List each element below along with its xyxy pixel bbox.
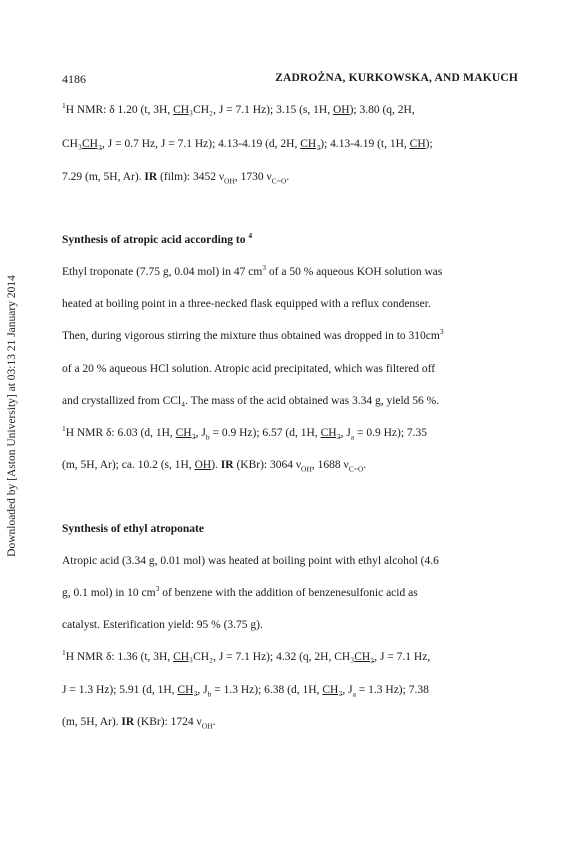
text-line: Ethyl troponate (7.75 g, 0.04 mol) in 47 $cm^3$ of a 50 % aqueous KOH solution was (62, 263, 443, 278)
text-line: J = 1.3 Hz); 5.91 (d, 1H, CH₂, $J_b = 1.3$ Hz); 6.38 (d, 1H, CH₂, $J_a = 1.3$ Hz); 7.38 (62, 684, 429, 699)
text-line: heated at boiling point in a three-necked flask equipped with a reflux condenser. (62, 298, 431, 310)
text-line: 7.29 (m, 5H, Ar). IR (film): 3452 $\nu_{OH}$, 1730 $\nu_{C=O}$. (62, 171, 290, 186)
text-line: (m, 5H, Ar). IR (KBr): 1724 $\nu_{OH}$. (62, 716, 216, 731)
text-line: and crystallized from CCl₄. The mass of the acid obtained was 3.34 g, yield 56 %. (62, 395, 440, 407)
section-heading: Synthesis of atropic acid according to $^4$ (62, 231, 253, 246)
text-line: (m, 5H, Ar); ca. 10.2 (s, 1H, OH). IR (KBr): 3064 $\nu_{OH}$, 1688 $\nu_{C=O}$. (62, 459, 367, 474)
page-number: 4186 (62, 72, 86, 86)
download-watermark: Downloaded by [Aston University] at 03:13 21 January 2014 (6, 275, 18, 557)
running-head: ZADROŻNA, KURKOWSKA, AND MAKUCH (275, 72, 518, 84)
text-line: $^1$H NMR δ: 6.03 (d, 1H, CH₂, $J_b = 0.9$ Hz); 6.57 (d, 1H, CH₂, $J_a = 0.9$ Hz); 7.35 (62, 424, 428, 442)
text-line: $^1$H NMR: δ 1.20 (t, 3H, CH₃CH₂, J = 7.1 Hz); 3.15 (s, 1H, OH); 3.80 (q, 2H, (62, 101, 415, 116)
section-heading: Synthesis of ethyl atroponate (62, 523, 204, 535)
text-line: Atropic acid (3.34 g, 0.01 mol) was heated at boiling point with ethyl alcohol (4.6 (62, 555, 439, 567)
text-line: $^1$H NMR δ: 1.36 (t, 3H, CH₃CH₂, J = 7.1 Hz); 4.32 (q, 2H, CH₃CH₂, J = 7.1 Hz, (62, 648, 431, 663)
text-line: g, 0.1 mol) in 10 $cm^3$ of benzene with the addition of benzenesulfonic acid as (62, 584, 418, 599)
text-line: CH₃CH₂, J = 0.7 Hz, J = 7.1 Hz); 4.13-4.19 (d, 2H, CH₂); 4.13-4.19 (t, 1H, CH); (62, 138, 433, 150)
text-line: catalyst. Esterification yield: 95 % (3.75 g). (62, 619, 263, 631)
text-line: Then, during vigorous stirring the mixture thus obtained was dropped in to $310cm^3$ (62, 327, 444, 342)
text-line: of a 20 % aqueous HCl solution. Atropic acid precipitated, which was filtered off (62, 363, 436, 375)
